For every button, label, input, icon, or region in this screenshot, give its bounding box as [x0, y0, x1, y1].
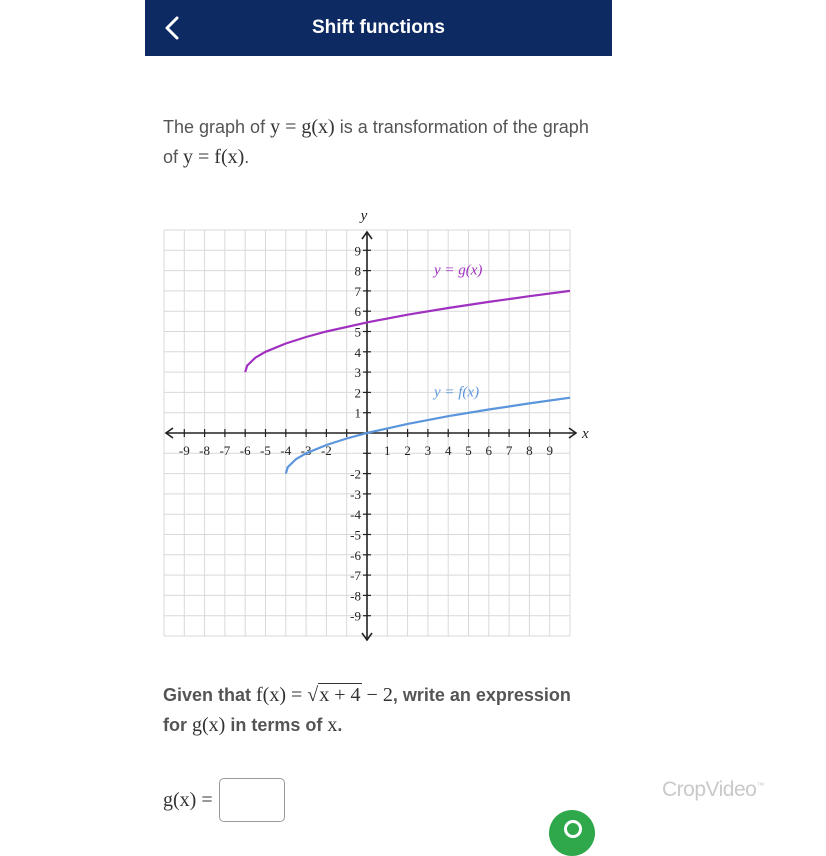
coordinate-graph [150, 200, 600, 650]
x-tick-label: 8 [526, 443, 533, 458]
sqrt-radicand: x + 4 [319, 684, 361, 706]
y-tick-label: -4 [350, 507, 361, 523]
y-tick-label: -2 [350, 466, 361, 482]
x-tick-label: -4 [280, 443, 292, 458]
question-minus: − 2 [361, 684, 393, 706]
watermark-text: CropVideo [662, 778, 757, 801]
y-tick-label: 6 [354, 304, 361, 320]
answer-row [163, 776, 285, 824]
y-tick-label: 9 [354, 243, 361, 259]
x-tick-label: -9 [178, 443, 190, 458]
intro-text-2: is a transformation of the graph of [163, 117, 589, 167]
x-tick-label: 2 [404, 443, 411, 458]
x-tick-label: 7 [505, 443, 513, 458]
x-tick-label: 3 [424, 443, 432, 458]
question-x: x [327, 714, 338, 736]
watermark-logo [662, 778, 764, 802]
curve-label-f: y = f(x) [433, 384, 480, 401]
sqrt-expression: √x + 4 [307, 684, 361, 706]
y-tick-label: 5 [354, 324, 361, 340]
page-title: Shift functions [312, 17, 445, 38]
y-tick-label: 8 [354, 263, 361, 279]
question-text-3: in terms of [225, 715, 328, 735]
y-axis-label: y [360, 208, 368, 224]
x-tick-label: -8 [199, 443, 211, 458]
question-text-2: , write an expression for [163, 685, 571, 735]
answer-label: g(x) = [163, 788, 213, 811]
intro-expr-f: y = f(x) [183, 146, 245, 168]
intro-text-3: . [244, 147, 250, 167]
y-tick-label: -3 [350, 486, 361, 502]
y-tick-label: -5 [350, 527, 361, 543]
x-tick-label: 6 [485, 443, 493, 458]
y-tick-label: 1 [354, 405, 361, 421]
y-tick-label: -8 [350, 588, 361, 604]
question-text [163, 680, 583, 740]
question-text-1: Given that [163, 685, 257, 705]
question-gx: g(x) [192, 714, 226, 736]
y-tick-label: 2 [354, 385, 361, 401]
question-fx: f(x) = [256, 684, 308, 706]
x-tick-label: -3 [300, 443, 312, 458]
x-tick-label: 4 [444, 443, 452, 458]
intro-text [163, 112, 593, 172]
title-bar [145, 0, 612, 56]
y-tick-label: 3 [354, 365, 361, 381]
y-tick-label: 4 [354, 344, 361, 360]
intro-text-1: The graph of [163, 117, 271, 137]
curve-label-g: y = g(x) [433, 262, 483, 279]
x-tick-label: -5 [260, 443, 271, 458]
y-tick-label: -7 [350, 568, 361, 584]
intro-expr-g: y = g(x) [270, 116, 335, 138]
x-tick-label: 1 [384, 443, 391, 458]
x-tick-label: -6 [239, 443, 251, 458]
question-text-4: . [337, 715, 343, 735]
x-tick-label: 5 [465, 443, 472, 458]
y-tick-label: 7 [354, 283, 361, 299]
help-button[interactable] [549, 810, 595, 856]
x-axis-label: x [582, 426, 589, 442]
y-tick-label: -6 [350, 547, 361, 563]
x-tick-label: -7 [219, 443, 231, 458]
y-tick-label: -9 [350, 608, 361, 624]
x-tick-label: 9 [546, 443, 553, 458]
x-tick-label: -2 [320, 443, 332, 458]
watermark-mark: ™ [756, 781, 764, 790]
answer-input[interactable] [219, 778, 285, 822]
